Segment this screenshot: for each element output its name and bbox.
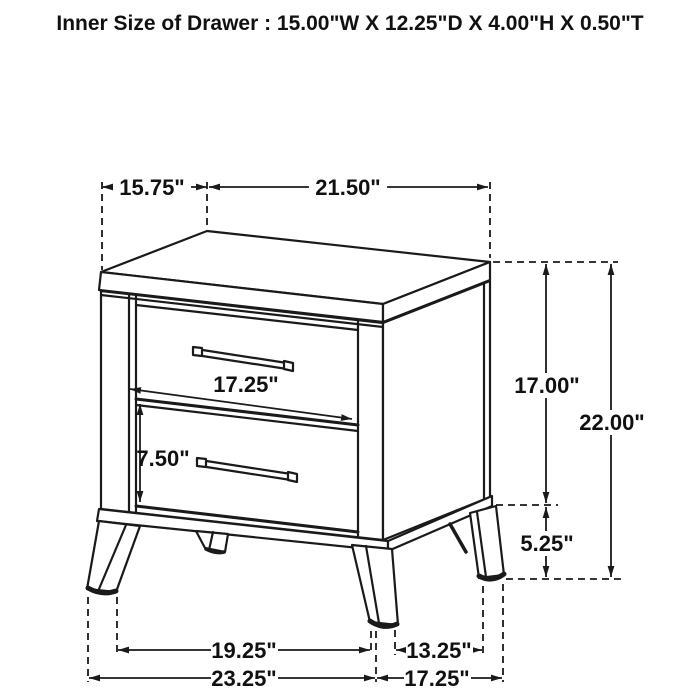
cabinet-right-side [383, 281, 490, 540]
front-right-leg [352, 545, 398, 626]
label-carcass-height: 17.00" [514, 373, 580, 398]
label-drawer-inner-width: 17.25" [213, 372, 279, 397]
diagram-title: Inner Size of Drawer : 15.00"W X 12.25"D X 4.00"H X 0.50"T [56, 12, 644, 35]
label-leg-height: 5.25" [520, 531, 574, 556]
label-overall-height: 22.00" [579, 410, 645, 435]
back-left-leg [196, 531, 228, 553]
label-top-depth: 15.75" [119, 175, 185, 200]
label-overall-floor-width: 23.25" [211, 666, 277, 691]
label-right-feet-span: 17.25" [404, 666, 470, 691]
cabinet-front-face [101, 291, 383, 540]
label-front-feet-span: 19.25" [211, 638, 277, 663]
front-left-leg [87, 521, 140, 593]
nightstand-drawing [87, 231, 504, 626]
label-top-width: 21.50" [315, 175, 381, 200]
label-bottom-drawer-height: 7.50" [136, 446, 190, 471]
label-right-feet-gap: 13.25" [406, 638, 472, 663]
